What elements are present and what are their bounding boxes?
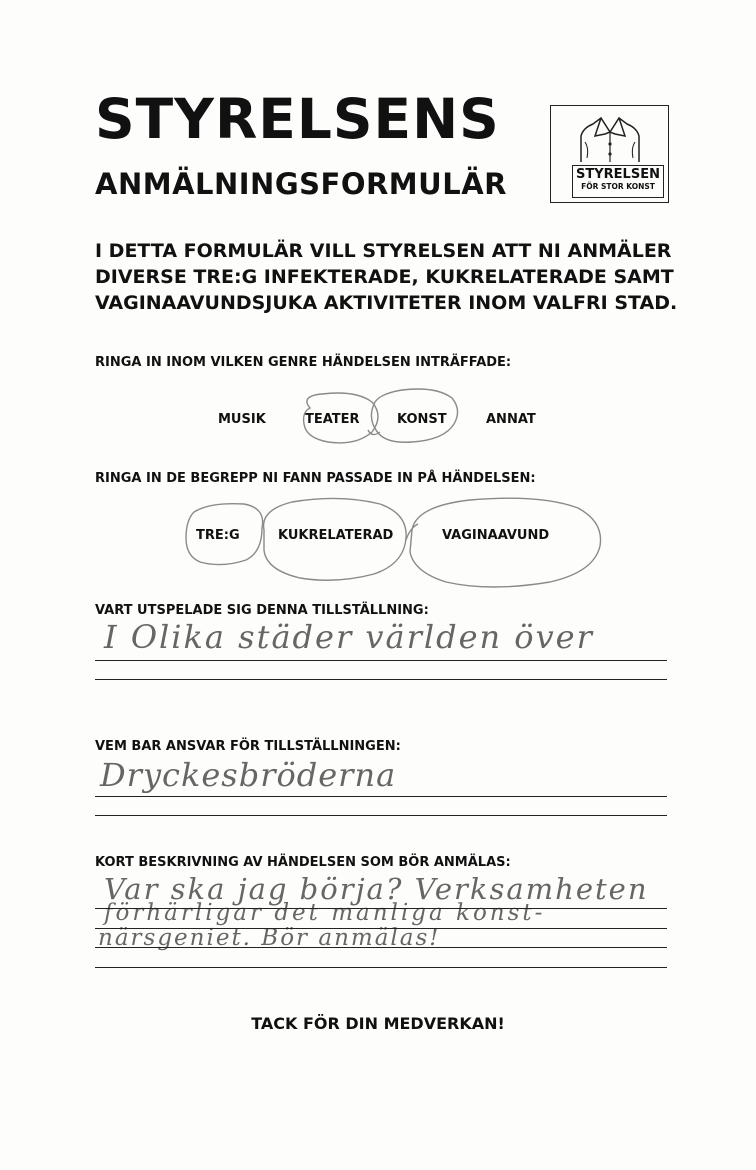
responsible-line-2 bbox=[95, 815, 667, 816]
concept-option-treg[interactable]: TRE:G bbox=[196, 528, 240, 543]
logo-line1: STYRELSEN bbox=[576, 167, 660, 182]
intro-line1-bold: STYRELSEN bbox=[362, 240, 486, 262]
concept-option-kukrelaterad[interactable]: KUKRELATERAD bbox=[278, 528, 394, 543]
description-answer-line2[interactable]: förhärligar det manliga konst- bbox=[104, 900, 546, 926]
description-line-1 bbox=[95, 908, 667, 909]
location-line-1 bbox=[95, 660, 667, 661]
intro-line1-pre: I DETTA FORMULÄR VILL bbox=[95, 240, 363, 262]
genre-option-musik[interactable]: MUSIK bbox=[218, 412, 266, 427]
circle-mark-treg bbox=[186, 504, 263, 565]
intro-line1-post: ATT NI ANMÄLER bbox=[485, 240, 672, 262]
circle-mark-konst bbox=[368, 389, 458, 442]
location-answer[interactable]: I Olika städer världen över bbox=[104, 618, 594, 656]
concepts-heading: RINGA IN DE BEGREPP NI FANN PASSADE IN PÅ HÄNDELSEN: bbox=[95, 471, 536, 486]
genre-option-annat[interactable]: ANNAT bbox=[486, 412, 536, 427]
logo-line2: FÖR STOR KONST bbox=[581, 182, 655, 191]
intro-line3: VAGINAAVUNDSJUKA AKTIVITETER INOM VALFRI STAD. bbox=[95, 292, 678, 314]
circle-mark-kukrelaterad bbox=[264, 498, 407, 580]
location-line-2 bbox=[95, 679, 667, 680]
description-line-4 bbox=[95, 967, 667, 968]
description-heading: KORT BESKRIVNING AV HÄNDELSEN SOM BÖR ANMÄLAS: bbox=[95, 855, 511, 870]
responsible-line-1 bbox=[95, 796, 667, 797]
form-subtitle: ANMÄLNINGSFORMULÄR bbox=[95, 167, 507, 201]
concept-option-vaginaavund[interactable]: VAGINAAVUND bbox=[442, 528, 550, 543]
intro-line2: DIVERSE TRE:G INFEKTERADE, KUKRELATERADE SAMT bbox=[95, 266, 674, 288]
genre-option-teater[interactable]: TEATER bbox=[305, 412, 360, 427]
circle-mark-vaginaavund bbox=[406, 498, 601, 587]
genre-heading: RINGA IN INOM VILKEN GENRE HÄNDELSEN INTRÄFFADE: bbox=[95, 355, 512, 370]
thanks-footer: TACK FÖR DIN MEDVERKAN! bbox=[251, 1014, 505, 1033]
description-line-2 bbox=[95, 928, 667, 929]
description-line-3 bbox=[95, 947, 667, 948]
circle-mark-teater bbox=[304, 393, 378, 443]
description-answer-line1[interactable]: Var ska jag börja? Verksamheten bbox=[104, 872, 649, 906]
form-title: STYRELSENS bbox=[95, 87, 500, 151]
description-answer-line3[interactable]: närsgeniet. Bör anmälas! bbox=[98, 925, 441, 951]
responsible-heading: VEM BAR ANSVAR FÖR TILLSTÄLLNINGEN: bbox=[95, 739, 401, 754]
location-heading: VART UTSPELADE SIG DENNA TILLSTÄLLNING: bbox=[95, 603, 429, 618]
genre-option-konst[interactable]: KONST bbox=[397, 412, 447, 427]
responsible-answer[interactable]: Dryckesbröderna bbox=[100, 756, 397, 794]
